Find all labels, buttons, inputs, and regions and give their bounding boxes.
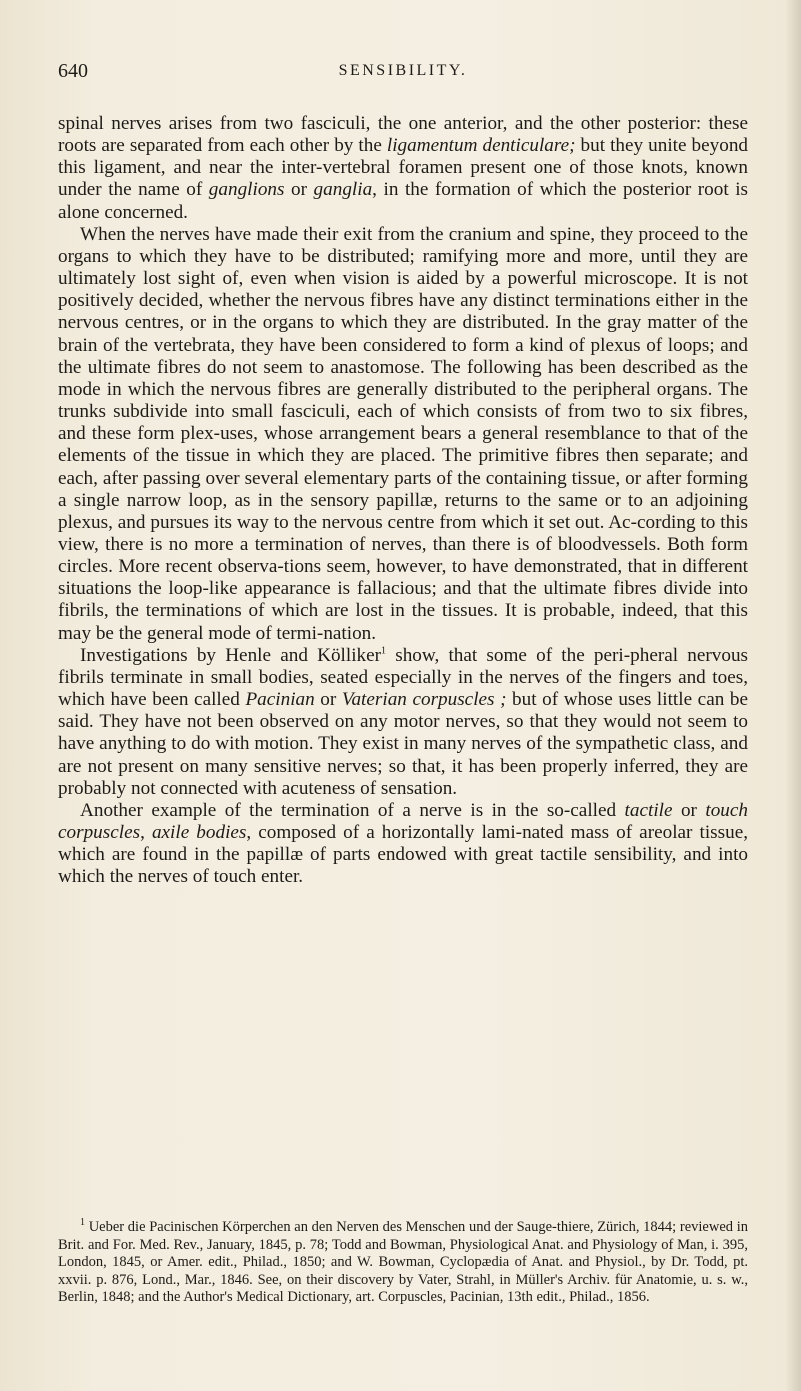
page-number: 640	[58, 60, 88, 82]
text-run: Another example of the termination of a nerve is in the so-called	[80, 799, 625, 821]
paragraph	[58, 113, 748, 224]
italic-term: ligamentum denticulare;	[386, 135, 576, 157]
body-text	[58, 113, 748, 888]
paragraph	[58, 645, 748, 800]
text-run: show, that some of the peri-pheral nervous fibrils terminate in small bodies, seated especially in the nerves of the fingers and toes, which have been called	[58, 644, 749, 711]
text-run: , composed of a horizontally lami-nated mass of areolar tissue, which are found in the papillæ of parts endowed with great tactile sensibility, and into which the nerves of touch enter.	[58, 822, 749, 888]
footnote-reference: 1	[381, 645, 387, 657]
italic-term: axile bodies	[151, 822, 247, 843]
italic-term: ganglia	[313, 179, 373, 201]
text-run: , in the formation of which the posterior root is alone concerned.	[58, 179, 748, 223]
text-run: but they unite beyond this ligament, and near the inter-vertebral foramen present one of those knots, known under the name of	[58, 135, 749, 201]
text-run: or	[314, 689, 342, 711]
text-run: or	[672, 799, 706, 821]
italic-term: Pacinian	[245, 689, 315, 711]
text-run: but of whose uses little can be said. They have not been observed on any motor nerves, so that they would not seem to have anything to do with motion. They exist in many nerves of the sympathetic class, and are not present on many sensitive nerves; so that, it has been properly inferred, they are probably not connected with acuteness of sensation.	[58, 689, 748, 799]
italic-term: touch corpuscles	[58, 799, 749, 843]
footnotes	[58, 1219, 748, 1307]
paragraph	[58, 224, 748, 645]
running-head: SENSIBILITY.	[338, 62, 468, 79]
paragraph	[58, 800, 748, 889]
footnote-marker: 1	[80, 1217, 85, 1229]
page-edge-shadow	[785, 0, 801, 1391]
text-run: or	[284, 179, 314, 201]
footnote-text: Ueber die Pacinischen Körperchen an den Nerven des Menschen und der Sauge-thiere, Zürich, 1844; reviewed in Brit. and For. Med. Rev., January, 1845, p. 78; Todd and Bowman, Physiological Anat. and Physiology of Man, i. 395, London, 1845, or Amer. edit., Philad., 1850; and W. Bowman, Cyclopædia of Anat. and Physiol., by Dr. Todd, pt. xxvii. p. 876, Lond., Mar., 1846. See, on their discovery by Vater, Strahl, in Müller's Archiv. für Anatomie, u. s. w., Berlin, 1848; and the Author's Medical Dictionary, art. Corpuscles, Pacinian, 13th edit., Philad., 1856.	[58, 1219, 748, 1306]
italic-term: tactile	[624, 799, 673, 821]
text-run: When the nerves have made their exit from the cranium and spine, they proceed to the organs to which they have to be distributed; ramifying more and more, until they are ultimately lost sight of, even when vision is aided by a powerful microscope. It is not positively decided, whether the nervous fibres have any distinct terminations either in the nervous centres, or in the organs to which they are distributed. In the gray matter of the brain of the vertebrata, they have been considered to form a kind of plexus of loops; and the ultimate fibres do not seem to anastomose. The following has been described as the mode in which the nervous fibres are generally distributed to the peripheral organs. The trunks subdivide into small fasciculi, each of which consists of from two to six fibres, and these form plex-uses, whose arrangement bears a general resemblance to that of the elements of the tissue in which they are placed. The primitive fibres then separate; and each, after passing over several elementary parts of the containing tissue, or after forming a single narrow loop, as in the sensory papillæ, returns to the same or to an adjoining plexus, and pursues its way to the nervous centre from which it set out. Ac-cording to this view, there is no more a termination of nerves, than there is of bloodvessels. Both form circles. More recent observa-tions seem, however, to have demonstrated, that in different situations the loop-like appearance is fallacious; and that the ultimate fibres divide into fibrils, the terminations of which are lost in the tissues. It is probable, indeed, that this may be the general mode of termi-nation.	[58, 223, 748, 644]
text-run: ,	[140, 822, 152, 843]
footnote	[58, 1219, 748, 1307]
text-run: Investigations by Henle and Kölliker	[80, 644, 382, 666]
text-run: spinal nerves arises from two fasciculi, the one anterior, and the other posterior: these roots are separated from each other by the	[58, 113, 748, 157]
page-header	[58, 60, 748, 90]
italic-term: Vaterian corpuscles ;	[341, 689, 507, 711]
italic-term: ganglions	[208, 179, 285, 201]
